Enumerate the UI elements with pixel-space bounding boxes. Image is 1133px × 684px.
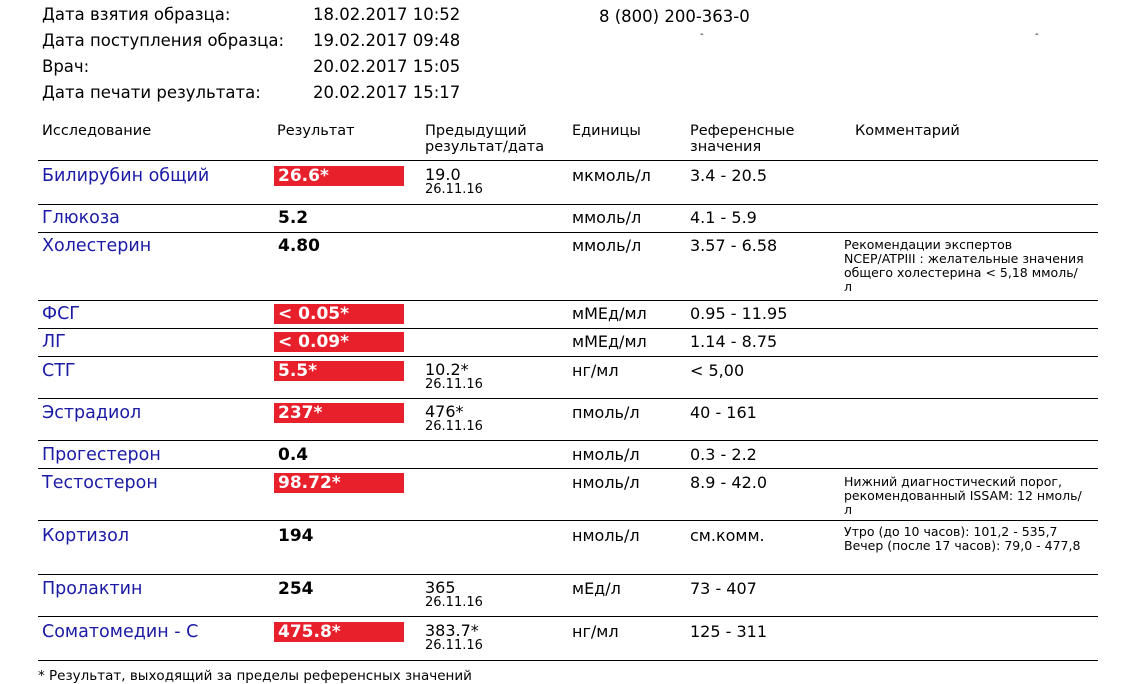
result-value: 98.72* bbox=[274, 473, 404, 493]
previous-date: 26.11.16 bbox=[425, 419, 483, 434]
result-value: < 0.09* bbox=[274, 332, 404, 352]
previous-value: 10.2* bbox=[425, 360, 469, 379]
test-name: Глюкоза bbox=[42, 208, 120, 228]
unit: нмоль/л bbox=[572, 473, 640, 492]
result-value: 4.80 bbox=[278, 236, 320, 256]
table-divider bbox=[38, 232, 1098, 233]
unit: мМЕд/мл bbox=[572, 304, 647, 323]
result-value: 0.4 bbox=[278, 445, 309, 465]
reference-range: 73 - 407 bbox=[690, 579, 757, 598]
unit: ммоль/л bbox=[572, 208, 642, 227]
table-divider bbox=[38, 468, 1098, 469]
test-name: Холестерин bbox=[42, 236, 152, 256]
meta-row-doctor bbox=[42, 55, 461, 79]
result-value: 254 bbox=[278, 579, 314, 599]
test-name: Пролактин bbox=[42, 579, 143, 599]
test-name: Прогестерон bbox=[42, 445, 161, 465]
reference-range: 4.1 - 5.9 bbox=[690, 208, 757, 227]
unit: ммоль/л bbox=[572, 236, 642, 255]
previous-result bbox=[425, 621, 483, 651]
phone-number: 8 (800) 200-363-0 bbox=[599, 7, 750, 26]
previous-date: 26.11.16 bbox=[425, 377, 483, 392]
test-name: ЛГ bbox=[42, 332, 66, 352]
unit: мМЕд/мл bbox=[572, 332, 647, 351]
previous-value: 365 bbox=[425, 578, 456, 597]
previous-result bbox=[425, 360, 483, 390]
test-name: СТГ bbox=[42, 361, 76, 381]
meta-value: 18.02.2017 10:52 bbox=[313, 5, 461, 24]
meta-label: Дата взятия образца: bbox=[42, 5, 231, 24]
previous-date: 26.11.16 bbox=[425, 182, 483, 197]
test-name: Кортизол bbox=[42, 526, 130, 546]
unit: нмоль/л bbox=[572, 526, 640, 545]
table-divider bbox=[38, 204, 1098, 205]
previous-value: 476* bbox=[425, 402, 464, 421]
column-header-previous bbox=[425, 123, 544, 155]
table-divider bbox=[38, 356, 1098, 357]
test-name: Соматомедин - С bbox=[42, 622, 199, 642]
meta-label: Дата поступления образца: bbox=[42, 31, 284, 50]
previous-value: 383.7* bbox=[425, 621, 479, 640]
result-value: 26.6* bbox=[274, 166, 404, 186]
comment: Рекомендации экспертов NCEP/ATPIII : желательные значения общего холестерина < 5,18 ммоль/л bbox=[844, 237, 1084, 294]
column-header-reference-line2: значения bbox=[690, 139, 762, 155]
column-header-result: Результат bbox=[277, 123, 355, 139]
reference-range: 125 - 311 bbox=[690, 622, 768, 641]
table-divider bbox=[38, 520, 1098, 521]
reference-range: 3.57 - 6.58 bbox=[690, 236, 778, 255]
previous-date: 26.11.16 bbox=[425, 638, 483, 653]
previous-date: 26.11.16 bbox=[425, 595, 483, 610]
result-value: 194 bbox=[278, 526, 314, 546]
column-header-reference bbox=[690, 123, 794, 155]
unit: пмоль/л bbox=[572, 403, 640, 422]
table-divider bbox=[38, 300, 1098, 301]
test-name: Тестостерон bbox=[42, 473, 158, 493]
table-divider bbox=[38, 574, 1098, 575]
unit: нг/мл bbox=[572, 361, 619, 380]
reference-range: 40 - 161 bbox=[690, 403, 757, 422]
column-header-previous-line1: Предыдущий bbox=[425, 123, 527, 139]
unit: мкмоль/л bbox=[572, 166, 651, 185]
result-value: 237* bbox=[274, 403, 404, 423]
meta-row-sample-received bbox=[42, 29, 461, 53]
reference-range: см.комм. bbox=[690, 526, 765, 545]
reference-range: 8.9 - 42.0 bbox=[690, 473, 768, 492]
reference-range: 0.3 - 2.2 bbox=[690, 445, 757, 464]
comment: Нижний диагностический порог, рекомендованный ISSAM: 12 нмоль/л bbox=[844, 474, 1082, 517]
table-divider bbox=[38, 660, 1098, 661]
result-value: 475.8* bbox=[274, 622, 404, 642]
column-header-test: Исследование bbox=[42, 123, 152, 139]
reference-range: 3.4 - 20.5 bbox=[690, 166, 768, 185]
reference-range: < 5,00 bbox=[690, 361, 745, 380]
dash-mark: - bbox=[700, 29, 704, 40]
test-name: Билирубин общий bbox=[42, 166, 210, 186]
column-header-reference-line1: Референсные bbox=[690, 123, 795, 139]
table-divider bbox=[38, 160, 1098, 161]
column-header-previous-line2: результат/дата bbox=[425, 139, 545, 155]
test-name: ФСГ bbox=[42, 304, 80, 324]
result-value: 5.2 bbox=[278, 208, 309, 228]
reference-range: 1.14 - 8.75 bbox=[690, 332, 778, 351]
test-name: Эстрадиол bbox=[42, 403, 142, 423]
comment: Утро (до 10 часов): 101,2 - 535,7 Вечер (после 17 часов): 79,0 - 477,8 bbox=[844, 524, 1081, 553]
column-header-units: Единицы bbox=[572, 123, 641, 139]
meta-value: 20.02.2017 15:17 bbox=[313, 83, 461, 102]
unit: мЕд/л bbox=[572, 579, 621, 598]
result-value: 5.5* bbox=[274, 361, 404, 381]
previous-result bbox=[425, 578, 483, 608]
column-header-comment: Комментарий bbox=[855, 123, 960, 139]
meta-label: Дата печати результата: bbox=[42, 83, 261, 102]
table-divider bbox=[38, 398, 1098, 399]
previous-result bbox=[425, 402, 483, 432]
table-divider bbox=[38, 616, 1098, 617]
meta-value: 19.02.2017 09:48 bbox=[313, 31, 461, 50]
table-divider bbox=[38, 440, 1098, 441]
dash-mark: - bbox=[1035, 29, 1039, 40]
previous-value: 19.0 bbox=[425, 165, 461, 184]
result-value: < 0.05* bbox=[274, 304, 404, 324]
table-divider bbox=[38, 328, 1098, 329]
meta-label: Врач: bbox=[42, 57, 90, 76]
unit: нмоль/л bbox=[572, 445, 640, 464]
meta-row-sample-taken bbox=[42, 3, 461, 27]
meta-value: 20.02.2017 15:05 bbox=[313, 57, 461, 76]
reference-range: 0.95 - 11.95 bbox=[690, 304, 788, 323]
footnote: * Результат, выходящий за пределы референсных значений bbox=[38, 668, 472, 684]
meta-row-print-date bbox=[42, 81, 461, 105]
unit: нг/мл bbox=[572, 622, 619, 641]
previous-result bbox=[425, 165, 483, 195]
